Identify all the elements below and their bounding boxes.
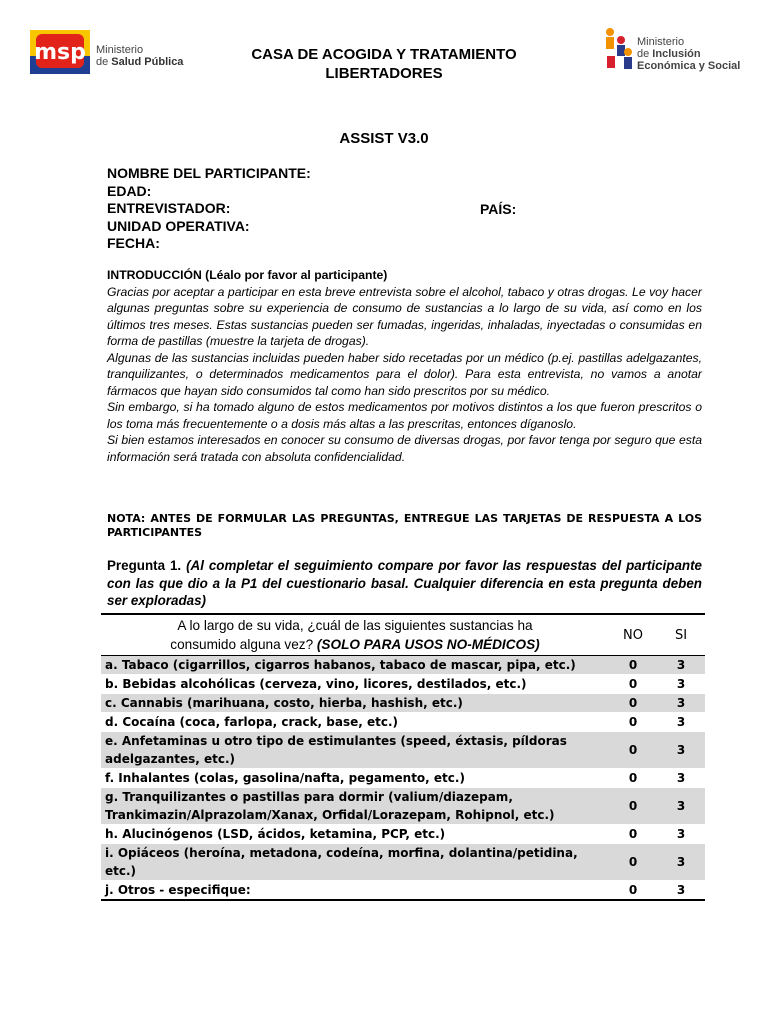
- substance-label: j. Otros - especifique:: [101, 881, 609, 901]
- introduction: [107, 267, 702, 465]
- substance-label: b. Bebidas alcohólicas (cerveza, vino, licores, destilados, etc.): [101, 675, 609, 694]
- answer-no[interactable]: 0: [609, 713, 657, 732]
- answer-si[interactable]: 3: [657, 732, 705, 769]
- participant-fields: [107, 165, 311, 253]
- answer-no[interactable]: 0: [609, 788, 657, 825]
- column-no: NO: [609, 614, 657, 656]
- table-row: [101, 694, 705, 713]
- question-instruction: (Al completar el seguimiento compare por favor las respuestas del participante con las que dio a la P1 del cuestionario basal. Cualquier diferencia en esta pregunta deben ser exploradas): [107, 558, 702, 608]
- table-row: [101, 825, 705, 844]
- substance-label: h. Alucinógenos (LSD, ácidos, ketamina, PCP, etc.): [101, 825, 609, 844]
- substances-table: [101, 613, 705, 901]
- table-question-header: A lo largo de su vida, ¿cuál de las siguientes sustancias ha consumido alguna vez? (SOLO PARA USOS NO-MÉDICOS): [101, 614, 609, 656]
- column-si: SI: [657, 614, 705, 656]
- question-label: Pregunta 1.: [107, 558, 187, 573]
- question-1: [107, 557, 702, 610]
- intro-heading: INTRODUCCIÓN (Léalo por favor al participante): [107, 268, 388, 282]
- mies-logo-text: Ministerio de Inclusión Económica y Social: [637, 36, 741, 72]
- msp-logo-icon: [30, 30, 90, 74]
- substance-label: f. Inhalantes (colas, gasolina/nafta, pegamento, etc.): [101, 769, 609, 788]
- answer-no[interactable]: 0: [609, 825, 657, 844]
- answer-si[interactable]: 3: [657, 881, 705, 901]
- substance-label: d. Cocaína (coca, farlopa, crack, base, etc.): [101, 713, 609, 732]
- field-participante: NOMBRE DEL PARTICIPANTE:: [107, 165, 311, 181]
- intro-paragraph: Algunas de las sustancias incluidas pueden haber sido recetadas por un médico (p.ej. pastillas adelgazantes, tranquilizantes, o determinados medicamentos para el dolor). Para esta entrevista, no vamos a anotar fármacos que hayan sido consumidos tal como han sido prescritos por su médico.: [107, 350, 702, 398]
- table-row: [101, 881, 705, 901]
- substance-label: i. Opiáceos (heroína, metadona, codeína, morfina, dolantina/petidina, etc.): [101, 844, 609, 881]
- answer-no[interactable]: 0: [609, 769, 657, 788]
- answer-si[interactable]: 3: [657, 694, 705, 713]
- answer-no[interactable]: 0: [609, 732, 657, 769]
- field-entrevistador: ENTREVISTADOR:: [107, 200, 231, 217]
- table-row: [101, 732, 705, 769]
- answer-si[interactable]: 3: [657, 769, 705, 788]
- answer-no[interactable]: 0: [609, 675, 657, 694]
- answer-no[interactable]: 0: [609, 844, 657, 881]
- answer-si[interactable]: 3: [657, 825, 705, 844]
- note: NOTA: ANTES DE FORMULAR LAS PREGUNTAS, ENTREGUE LAS TARJETAS DE RESPUESTA A LOS PARTICIPANTES: [107, 512, 702, 539]
- answer-si[interactable]: 3: [657, 844, 705, 881]
- answer-si[interactable]: 3: [657, 675, 705, 694]
- answer-si[interactable]: 3: [657, 656, 705, 675]
- table-row: [101, 713, 705, 732]
- substance-label: a. Tabaco (cigarrillos, cigarros habanos, tabaco de mascar, pipa, etc.): [101, 656, 609, 675]
- answer-si[interactable]: 3: [657, 788, 705, 825]
- table-row: [101, 656, 705, 675]
- substance-label: e. Anfetaminas u otro tipo de estimulantes (speed, éxtasis, píldoras adelgazantes, etc.): [101, 732, 609, 769]
- substance-label: c. Cannabis (marihuana, costo, hierba, hashish, etc.): [101, 694, 609, 713]
- table-row: [101, 844, 705, 881]
- msp-logo-text: Ministerio de Salud Pública: [96, 44, 184, 68]
- answer-no[interactable]: 0: [609, 694, 657, 713]
- mies-logo: [604, 26, 754, 82]
- field-edad: EDAD:: [107, 182, 152, 199]
- field-fecha: FECHA:: [107, 235, 160, 252]
- intro-paragraph: Si bien estamos interesados en conocer su consumo de diversas drogas, por favor tenga por seguro que esta información será tratada con absoluta confidencialidad.: [107, 433, 702, 464]
- table-row: [101, 769, 705, 788]
- document-subtitle: ASSIST V3.0: [339, 130, 429, 147]
- answer-no[interactable]: 0: [609, 656, 657, 675]
- svg-text:msp: msp: [34, 40, 86, 65]
- answer-no[interactable]: 0: [609, 881, 657, 901]
- answer-si[interactable]: 3: [657, 713, 705, 732]
- substance-label: g. Tranquilizantes o pastillas para dormir (valium/diazepam, Trankimazin/Alprazolam/Xanax, Orfidal/Lorazepam, Rohipnol, etc.): [101, 788, 609, 825]
- document-title: CASA DE ACOGIDA Y TRATAMIENTO LIBERTADORES: [251, 46, 517, 82]
- field-pais: PAÍS:: [480, 201, 517, 217]
- intro-paragraph: Gracias por aceptar a participar en esta breve entrevista sobre el alcohol, tabaco y otras drogas. Le voy hacer algunas preguntas sobre su experiencia de consumo de sustancias a lo largo de su vida, así como en los últimos tres meses. Estas sustancias pueden ser fumadas, ingeridas, inhaladas, inyectadas o consumidas en forma de pastillas (muestre la tarjeta de drogas).: [107, 284, 702, 348]
- table-row: [101, 675, 705, 694]
- intro-paragraph: Sin embargo, si ha tomado alguno de estos medicamentos por motivos distintos a los que fueron prescritos o los toma más frecuentemente o a dosis más altas a las prescritas, entonces díganoslo.: [107, 400, 702, 431]
- table-header-row: [101, 614, 705, 656]
- table-row: [101, 788, 705, 825]
- field-unidad: UNIDAD OPERATIVA:: [107, 217, 250, 234]
